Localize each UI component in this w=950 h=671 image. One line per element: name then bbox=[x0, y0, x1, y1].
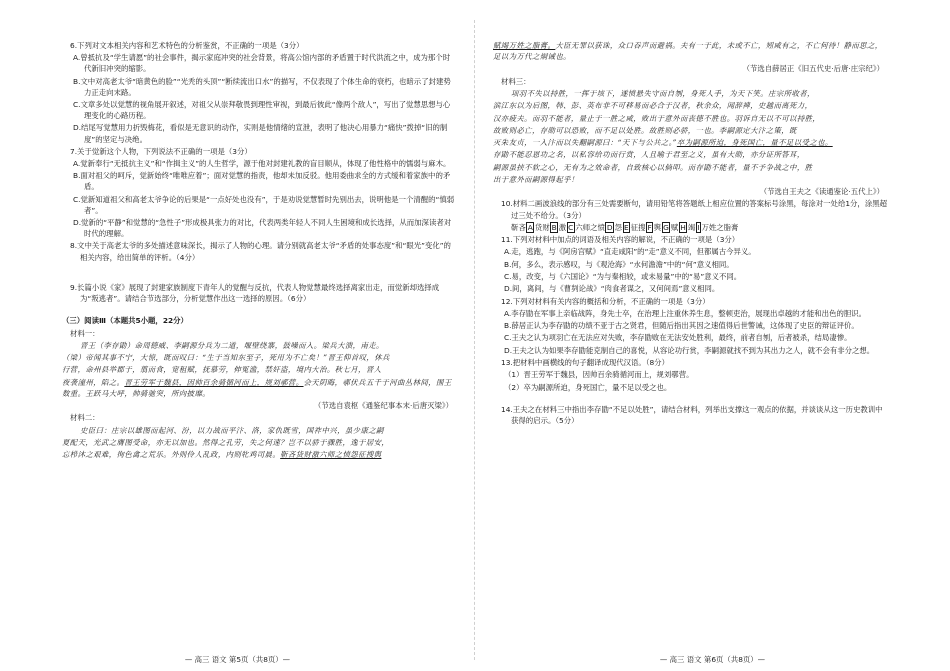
q6-option-b: B.文中对高老太爷“暗黄色的脸”“光秃的头顶”“断续流出口水”的描写，不仅表现了个体生命的衰朽，也暗示了封建势力正走向末路。 bbox=[73, 76, 451, 97]
q10-break-marker: F bbox=[647, 222, 652, 232]
material1-source: （节选自袁枢《通鉴纪事本末·后唐灭梁》） bbox=[313, 401, 453, 410]
q12-stem: 12.下列对材料有关内容的概括和分析，不正确的一项是（3分） bbox=[501, 296, 710, 306]
material3-line-group bbox=[493, 137, 888, 148]
material1-underlined-sentence: 晋王劳军于魏县，因帅百余骑循河而上，规刘鄩营。 bbox=[124, 377, 304, 387]
right-page bbox=[475, 0, 950, 671]
material3-line: 嗣源虽挟不软之心，无有为之效命者，自致核心以倘叩。而存勖不能者，量不予争战之中，胜 bbox=[493, 162, 813, 172]
material2-line: 夏配天，光武之膺图受命，亦无以加也。然得之孔劳，失之何速？岂不以骄于骤胜，逸于居安， bbox=[62, 437, 390, 447]
q7-option-a: A.觉新奉行“无抵抗主义”和“作揖主义”的人生哲学，源于他对封建礼教的盲目顺从，体现了他性格中的懦弱与麻木。 bbox=[73, 159, 451, 169]
material3-line: 汉亦疲夫。而羽不能者，量止于一胜之咸，败出于意外而丧德不胜也。羽诉自无以不可以持胜， bbox=[493, 113, 821, 123]
material1-tail: 会天阴晦，鄩伏兵五千于河曲丛林间，围王数重。王跃马大呼，帅骑驰突，所向披靡。 bbox=[62, 377, 452, 398]
q11-option-d: D.间，离间，与《曹刿论战》“肉食者谋之，又何间焉”意义相同。 bbox=[504, 284, 720, 294]
material3-underlined-sentence: 卒为嗣源所迫，身死国亡，量不足以受之也。 bbox=[676, 138, 833, 148]
q10-break-marker: A bbox=[527, 222, 533, 232]
right-page-footer: — 高三 语文 第6页（共8页）— bbox=[659, 654, 766, 664]
material1-line: 行营，命州县举郡于，翦而食，宽租赋，抚慕劳，伸冤滥，禁奸盗，境内大治。秋七月，晋人 bbox=[62, 365, 382, 375]
q10-sentence-segments bbox=[493, 222, 888, 233]
q12-option-b: B.薛居正认为李存勖的功绩不亚于古之贤君，但随后指出其因之速值得后世警诫，这体现了史臣的辩证评价。 bbox=[504, 321, 859, 331]
q10-break-marker: E bbox=[624, 222, 629, 232]
q7-stem: 7.关于觉新这个人物，下列说法不正确的一项是（3分） bbox=[70, 146, 252, 156]
material2-wavy-text-cont: 赋竭万姓之脂膏。 bbox=[493, 41, 556, 50]
material2-cont: 大臣无罪以获诛，众口吞声而避祸。夫有一于此，未或不亡，矧咸有之，不亡何待！静而思之，足以为万代之炯诫也。 bbox=[493, 41, 883, 62]
material1-title: 材料一： bbox=[70, 328, 100, 338]
q10-break-marker: G bbox=[663, 222, 669, 232]
q13-item-1: （1）晋王劳军于魏县，因帅百余骑循河而上，规刘鄩营。 bbox=[504, 370, 694, 380]
material2-cont-group bbox=[493, 40, 888, 62]
material3-source: （节选自王夫之《读通鉴论·五代上》） bbox=[759, 187, 884, 197]
material2-line-group bbox=[62, 449, 457, 460]
material3-line: 存勖不能忍恩功之名，以私容给功而行赏，人且喻于君至之义，虽有大勋，亦分证所答耳， bbox=[493, 150, 805, 160]
q11-option-b: B.何，多么，表示感叹，与《观沧海》“水何澹澹”中的“何”意义相同。 bbox=[504, 259, 734, 269]
material2-wavy-text: 靳吝货财激六师之愤怨征搜舆 bbox=[280, 450, 382, 460]
q7-option-d: D.觉新的“平静”和觉慧的“急性子”形成极具张力的对比，代表两类年轻人不同人生困境和成长选择，从而加深读者对时代的理解。 bbox=[73, 218, 452, 239]
material2-title: 材料二： bbox=[70, 413, 100, 423]
q10-prefix: 靳吝 bbox=[511, 222, 526, 232]
material1-line: （梁）帝闻其事不宁，大惊，既而叹曰：“生于当知东至子，死用为不亡矣！”晋王仰首叹，休兵 bbox=[62, 353, 390, 363]
q6-option-a: A.曾抵抗及“学生请愿”的社会事件，揭示家庭冲突的社会背景，将高公馆内部的矛盾置于时代洪流之中，成为那个时代新旧冲突的缩影。 bbox=[73, 53, 451, 74]
q10-break-marker: B bbox=[551, 222, 557, 232]
material1-line-group bbox=[62, 377, 457, 399]
q10-segment-text: 竭 bbox=[687, 222, 696, 232]
q10-segment-text: 舆 bbox=[653, 222, 662, 232]
material3-line: 项羽不失以持胜，一挥于垓下，遂愤悬失守而自刎，身死人手，为天下笑。庄宗所收者， bbox=[511, 88, 815, 98]
material2-line: 忘栉沐之艰难，徇色禽之荒乐。外则伶人乱政，内则牝鸡司晨。 bbox=[62, 450, 281, 460]
q10-segment-text: 万姓之脂膏 bbox=[701, 222, 739, 232]
q13-stem: 13.把材料中画横线的句子翻译成现代汉语。（8分） bbox=[501, 357, 669, 367]
q14-text: 14.王夫之在材料三中指出李存勖“不足以处胜”，请结合材料，列举出支撑这一观点的依据，并谈谈从这一历史教训中获得的启示。（5分） bbox=[501, 404, 883, 425]
material3-line: 滨江东以为后图，韩、彭、英布非不可移易而必合于汉者，秋余众，闻辞裨，史越而离死力， bbox=[493, 101, 813, 111]
material3-line: 出于意外而嗣源得起乎！ bbox=[493, 174, 579, 184]
q10-break-marker: I bbox=[697, 222, 700, 232]
material3-line: 灭朱友贞，一入汴而以失翻嗣源曰：“天下与公共之。” bbox=[493, 138, 677, 148]
section3-heading: （三）阅读Ⅲ（本题共5小题，22分） bbox=[62, 316, 188, 326]
material3-title: 材料三： bbox=[501, 76, 531, 86]
q8-text: 8.文中关于高老太爷的多处描述意味深长，揭示了人物的心理。请分别就高老太爷“矛盾的处事态度”和“眼光”变化”的相关内容，给出简单的评析。（4分） bbox=[70, 241, 451, 262]
q7-option-c: C.觉新知道祖父和高老太爷争论的后果是“一点好处也没有”，于是劝说觉慧暂时先别出去，说明他是一个清醒的“慎弱者”。 bbox=[73, 194, 455, 215]
material3-line: 故败则必亡，存勋可以恐败，而不足以处胜。故胜则必骄，一也。李嗣源定大汴之策，既 bbox=[493, 125, 797, 135]
q12-option-c: C.王夫之认为项羽亡在无法应对失败，李存勖败在无法安处胜利，最终，前者自刎，后者被杀，结局凄惨。 bbox=[504, 333, 852, 343]
q6-option-d: D.结尾写觉慧用力折毁梅花，看似是无意识的动作，实则是他情绪的宣泄，表明了他决心用暴力“痛快”拨掉“旧的制度”的坚定与决绝。 bbox=[73, 123, 448, 144]
material2-line: 史臣曰：庄宗以雄图而起河、汾，以力战而平汴、洛，家仇既雪，国祚中兴，虽少康之嗣 bbox=[80, 425, 384, 435]
q13-item-2: （2）卒为嗣源所迫，身死国亡，量不足以受之也。 bbox=[504, 382, 672, 392]
q10-break-marker: C bbox=[568, 222, 574, 232]
q9-text: 9.长篇小说《家》展现了封建家族制度下青年人的觉醒与反抗，代表人物觉慧最终选择离家出走，而觉新却选择成为“叛逃者”。请结合节选部分，分析觉慧作出这一选择的原因。（6分） bbox=[70, 282, 440, 303]
q10-segment-text: 激 bbox=[558, 222, 567, 232]
q12-option-a: A.李存勖在军事上亲临战阵，身先士卒，在治理上注重休养生息，整顿吏治，展现出卓越的才能和出色的胆识。 bbox=[504, 308, 867, 318]
material1-line: 晋王（李存勖）命周德威、李嗣源分兵为二道，堰壁绕寨，鼓噪而入。梁兵大溃，南走。 bbox=[80, 340, 384, 350]
q12-option-d: D.王夫之认为如果李存勖能克制自己的喜悦，从容论功行赏，李嗣源就找不到为其出力之人，就不会有非分之想。 bbox=[504, 345, 875, 355]
q10-break-marker: H bbox=[680, 222, 686, 232]
material1-line: 夜袭潼州，陷之。 bbox=[62, 377, 125, 387]
q6-option-c: C.文章多处以觉慧的视角展开叙述，对祖父从崇拜敬畏到理性审视，到最后彼此“像两个敌人”，写出了觉慧思想与心理变化的心路历程。 bbox=[73, 100, 451, 121]
q10-segment-text: 征搜 bbox=[630, 222, 646, 232]
q10-segment-text: 怨 bbox=[614, 222, 622, 232]
q7-option-b: B.面对祖父的呵斥，觉新始终“唯唯应着”；面对觉慧的指责，他却未加反驳。他用委曲求全的方式缓和着家族中的矛盾。 bbox=[73, 171, 451, 192]
material2-source: （节选自薛居正《旧五代史·后唐·庄宗纪》） bbox=[742, 64, 884, 74]
q6-stem: 6.下列对文本相关内容和艺术特色的分析鉴赏，不正确的一项是（3分） bbox=[70, 41, 304, 50]
q11-option-a: A.走，逃跑，与《阿房宫赋》“直走咸阳”的“走”意义不同，但都属古今异义。 bbox=[504, 247, 756, 257]
q11-stem: 11.下列对材料中加点的词语及相关内容的解说，不正确的一项是（3分） bbox=[501, 235, 740, 245]
q10-break-marker: D bbox=[606, 222, 613, 232]
left-page-footer: — 高三 语文 第5页（共8页）— bbox=[184, 654, 291, 664]
q10-segment-text: 赋 bbox=[670, 222, 679, 232]
q11-option-c: C.易，改变，与《六国论》“为与秦相较，或未易量”中的“易”意义不同。 bbox=[504, 271, 742, 281]
q10-stem: 10.材料二画波浪线的部分有三处需要断句，请用铅笔将答题纸上相应位置的答案标号涂黑，每涂对一处给1分，涂黑超过三处不给分。（3分） bbox=[501, 199, 887, 220]
q10-segment-text: 六师之愤 bbox=[575, 222, 605, 232]
q10-segment-text: 货财 bbox=[534, 222, 550, 232]
